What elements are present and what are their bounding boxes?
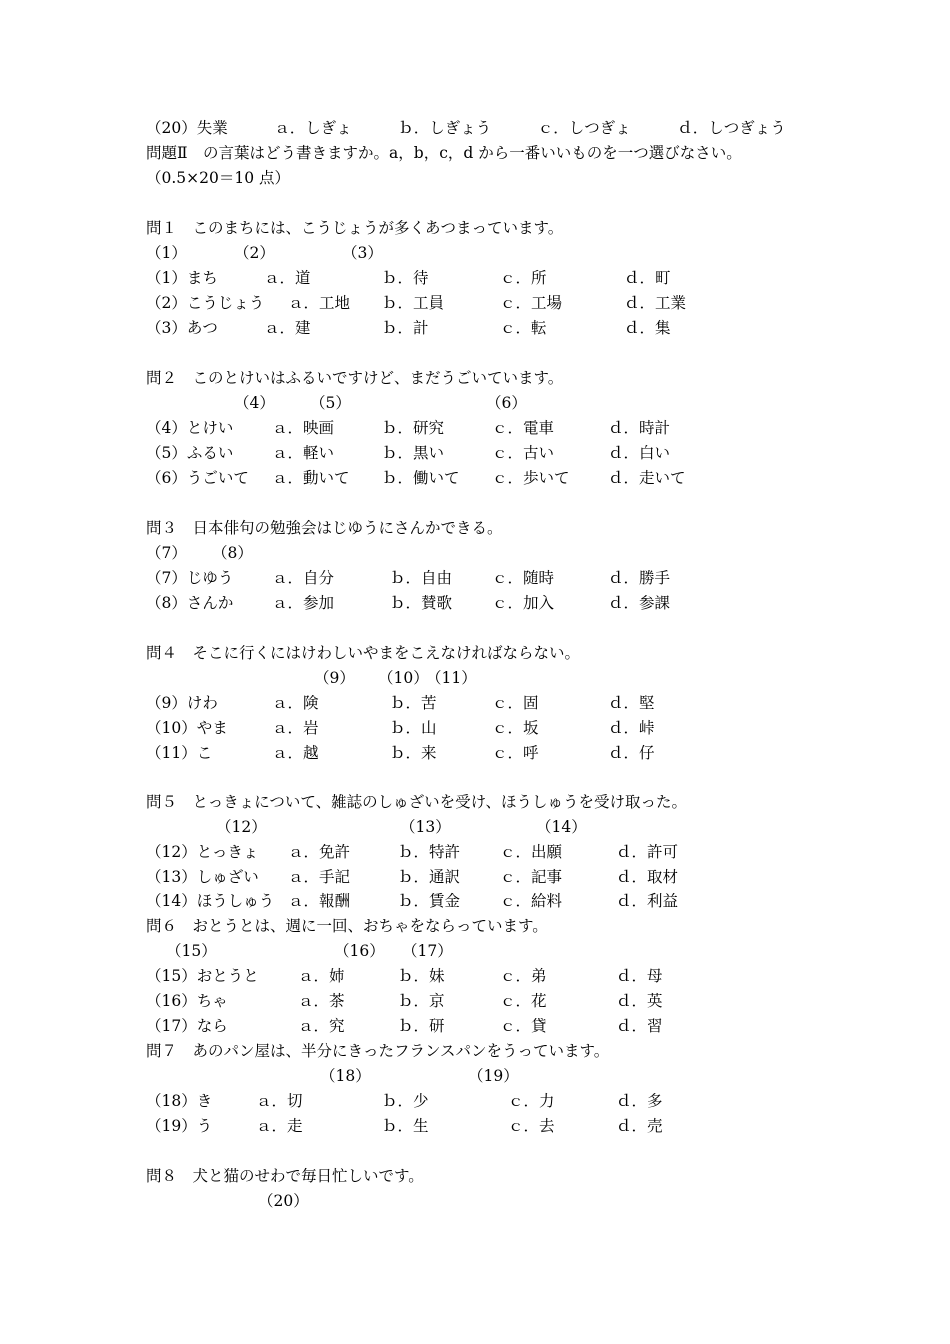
- option-b: ｂ．研究: [382, 419, 445, 437]
- option-d: ｄ．走いて: [608, 469, 686, 487]
- option-d: ｄ．工業: [624, 294, 687, 312]
- option-b: ｂ．研: [398, 1017, 445, 1035]
- question-stem: 問５ とっきょについて、雑誌のしゅざいを受け、ほうしゅうを受け取った。: [146, 793, 687, 811]
- option-d: ｄ．堅: [608, 694, 655, 712]
- question-stem: 問２ このとけいはふるいですけど、まだうごいています。: [146, 369, 564, 387]
- option-c: ｃ．転: [500, 319, 547, 337]
- option-c: ｃ．出願: [500, 843, 563, 861]
- option-a: ａ．切: [256, 1092, 303, 1110]
- option-b: ｂ．自由: [390, 569, 453, 587]
- question-stem: 問４ そこに行くにはけわしいやまをこえなければならない。: [146, 644, 581, 662]
- section-score: （0.5×20＝10 点）: [146, 169, 291, 187]
- section-title: 問題Ⅱ の言葉はどう書きますか。a，b，c，d から一番いいものを一つ選びなさい。: [146, 144, 742, 162]
- option-b: ｂ．工員: [382, 294, 445, 312]
- option-d: ｄ．時計: [608, 419, 671, 437]
- item-label: （4）とけい: [146, 419, 234, 437]
- option-d: ｄ．多: [616, 1092, 663, 1110]
- option-c: ｃ．古い: [492, 444, 555, 462]
- option-a: ａ．茶: [298, 992, 345, 1010]
- option-b: ｂ．京: [398, 992, 445, 1010]
- question-stem: 問１ このまちには、こうじょうが多くあつまっています。: [146, 219, 564, 237]
- option-c: ｃ．歩いて: [492, 469, 570, 487]
- option-c: ｃ．力: [508, 1092, 555, 1110]
- item-label: （5）ふるい: [146, 444, 234, 462]
- option-d: ｄ．取材: [616, 868, 679, 886]
- blank-marker: （5）: [310, 394, 351, 412]
- option-b: ｂ．働いて: [382, 469, 460, 487]
- option-a: ａ．映画: [272, 419, 335, 437]
- option-c: ｃ．記事: [500, 868, 563, 886]
- option-a: ａ．自分: [272, 569, 335, 587]
- item-label: （9）けわ: [146, 694, 218, 712]
- item-label: （19）う: [146, 1117, 213, 1135]
- item-label: （6）うごいて: [146, 469, 249, 487]
- option-a: ａ．道: [264, 269, 311, 287]
- option-b: ｂ．賛歌: [390, 594, 453, 612]
- option-c: ｃ．所: [500, 269, 547, 287]
- blank-marker: （1）: [146, 244, 187, 262]
- blank-marker: （16）: [334, 942, 385, 960]
- option-b: ｂ．苦: [390, 694, 437, 712]
- option-c: ｃ．電車: [492, 419, 555, 437]
- blank-marker: （8）: [212, 544, 253, 562]
- option-c: ｃ．呼: [492, 744, 539, 762]
- blank-marker: （7）: [146, 544, 187, 562]
- option-d: ｄ．白い: [608, 444, 671, 462]
- option-a: ａ．手記: [288, 868, 351, 886]
- option-a: ａ．報酬: [288, 892, 351, 910]
- option-a: ａ．走: [256, 1117, 303, 1135]
- question-stem: 問３ 日本俳句の勉強会はじゆうにさんかできる。: [146, 519, 503, 537]
- option-b: ｂ．山: [390, 719, 437, 737]
- item-label: （17）なら: [146, 1017, 228, 1035]
- item-label: （13）しゅざい: [146, 868, 259, 886]
- option-b: ｂ．賃金: [398, 892, 461, 910]
- option-b: ｂ．生: [382, 1117, 429, 1135]
- item-label: （8）さんか: [146, 594, 234, 612]
- option-d: ｄ．峠: [608, 719, 655, 737]
- option-d: ｄ．参課: [608, 594, 671, 612]
- option-a: ａ．免許: [288, 843, 351, 861]
- option-b: ｂ．来: [390, 744, 437, 762]
- item-label: （18）き: [146, 1092, 213, 1110]
- option-b: ｂ．待: [382, 269, 429, 287]
- blank-marker: （15）: [166, 942, 217, 960]
- blank-marker: （12）: [216, 818, 267, 836]
- option-b: ｂ．少: [382, 1092, 429, 1110]
- option-d: ｄ．勝手: [608, 569, 671, 587]
- question-stem: 問７ あのパン屋は、半分にきったフランスパンをうっています。: [146, 1042, 610, 1060]
- item-label: （10）やま: [146, 719, 228, 737]
- item-label: （16）ちゃ: [146, 992, 228, 1010]
- option-c: ｃ．花: [500, 992, 547, 1010]
- option-b: ｂ．黒い: [382, 444, 445, 462]
- blank-marker: （9）: [314, 669, 355, 687]
- item-label: （11）こ: [146, 744, 213, 762]
- option-b: ｂ．計: [382, 319, 429, 337]
- blank-marker: （17）: [402, 942, 453, 960]
- option-d: ｄ．売: [616, 1117, 663, 1135]
- blank-marker: （14）: [536, 818, 587, 836]
- blank-marker: （13）: [400, 818, 451, 836]
- option-b: ｂ．妹: [398, 967, 445, 985]
- option-a: ａ．姉: [298, 967, 345, 985]
- blank-marker: （18）: [320, 1067, 371, 1085]
- option-c: ｃ．貸: [500, 1017, 547, 1035]
- blank-marker: （2）: [234, 244, 275, 262]
- blank-marker: （3）: [342, 244, 383, 262]
- option-b: ｂ．特許: [398, 843, 461, 861]
- option-b: ｂ．通訳: [398, 868, 461, 886]
- item-label: （15）おとうと: [146, 967, 259, 985]
- blank-marker: （20）: [258, 1192, 309, 1210]
- blank-marker: （4）: [234, 394, 275, 412]
- blank-marker: （10）: [378, 669, 429, 687]
- option-a: ａ．軽い: [272, 444, 335, 462]
- item-label: （12）とっきょ: [146, 843, 259, 861]
- option-d: ｄ．英: [616, 992, 663, 1010]
- option-c: ｃ．随時: [492, 569, 555, 587]
- option-a: ａ．建: [264, 319, 311, 337]
- blank-marker: （11）: [426, 669, 477, 687]
- item-label: （14）ほうしゅう: [146, 892, 275, 910]
- blank-marker: （6）: [486, 394, 527, 412]
- option-d: ｄ．許可: [616, 843, 679, 861]
- option-d: ｄ．町: [624, 269, 671, 287]
- option-c: ｃ．給料: [500, 892, 563, 910]
- option-c: ｃ．固: [492, 694, 539, 712]
- question-stem: 問６ おとうとは、週に一回、おちゃをならっています。: [146, 917, 548, 935]
- option-d: ｄ．集: [624, 319, 671, 337]
- option-c: ｃ．坂: [492, 719, 539, 737]
- option-a: ａ．岩: [272, 719, 319, 737]
- item-label: （7）じゆう: [146, 569, 234, 587]
- item-label: （3）あつ: [146, 319, 218, 337]
- option-c: ｃ．弟: [500, 967, 547, 985]
- option-c: ｃ．去: [508, 1117, 555, 1135]
- option-a: ａ．参加: [272, 594, 335, 612]
- option-a: ａ．険: [272, 694, 319, 712]
- option-d: ｄ．仔: [608, 744, 655, 762]
- option-a: ａ．越: [272, 744, 319, 762]
- prev-item: （20）失業 ａ．しぎょ ｂ．しぎょう ｃ．しつぎょ ｄ．しつぎょう: [146, 119, 786, 137]
- option-a: ａ．究: [298, 1017, 345, 1035]
- option-c: ｃ．工場: [500, 294, 563, 312]
- option-a: ａ．動いて: [272, 469, 350, 487]
- option-a: ａ．工地: [288, 294, 351, 312]
- option-c: ｃ．加入: [492, 594, 555, 612]
- option-d: ｄ．利益: [616, 892, 679, 910]
- item-label: （2）こうじょう: [146, 294, 265, 312]
- blank-marker: （19）: [468, 1067, 519, 1085]
- option-d: ｄ．習: [616, 1017, 663, 1035]
- option-d: ｄ．母: [616, 967, 663, 985]
- question-stem: 問８ 犬と猫のせわで毎日忙しいです。: [146, 1167, 424, 1185]
- item-label: （1）まち: [146, 269, 218, 287]
